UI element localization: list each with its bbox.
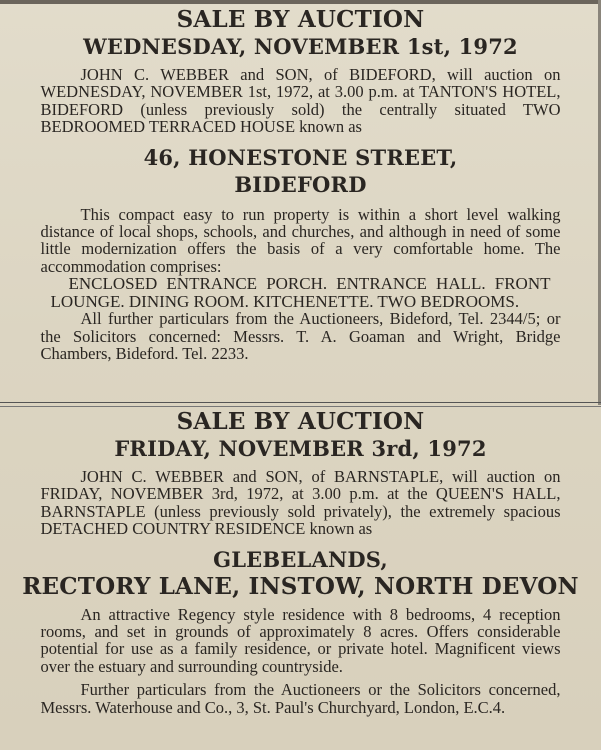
- property-town: BIDEFORD: [234, 171, 367, 197]
- property-description: An attractive Regency style residence with 8 bedrooms, 4 reception rooms, and set in grounds of approximately 8 acres. Offers considerable potential for use as a family residence, or private hotel. Magnificent views over the estuary and surrounding countryside.: [40, 604, 561, 676]
- auction-notice-bideford: [0, 6, 601, 363]
- sale-heading: SALE BY AUCTION: [176, 6, 425, 33]
- further-particulars: All further particulars from the Auctioneers, Bideford, Tel. 2344/5; or the Solicitors concerned: Messrs. T. A. Goaman and Wright, Bridge Chambers, Bideford. Tel. 2233.: [40, 309, 561, 364]
- auction-date: WEDNESDAY, NOVEMBER 1st, 1972: [83, 34, 518, 59]
- auction-date: FRIDAY, NOVEMBER 3rd, 1972: [114, 436, 487, 461]
- top-border: [0, 0, 601, 4]
- property-location: RECTORY LANE, INSTOW, NORTH DEVON: [22, 572, 579, 600]
- accommodation-list: ENCLOSED ENTRANCE PORCH. ENTRANCE HALL. FRONT LOUNGE. DINING ROOM. KITCHENETTE. TWO BEDROOMS.: [50, 274, 551, 311]
- sale-heading: SALE BY AUCTION: [176, 408, 425, 435]
- auction-notice-barnstaple: [0, 408, 601, 716]
- auction-intro: JOHN C. WEBBER and SON, of BIDEFORD, will auction on WEDNESDAY, NOVEMBER 1st, 1972, at 3.00 p.m. at TANTON'S HOTEL, BIDEFORD (unless previously sold) the centrally situated TWO BEDROOMED TERRACED HOUSE known as: [40, 65, 561, 137]
- property-description: This compact easy to run property is within a short level walking distance of local shops, schools, and churches, and although in need of some little modernization offers the basis of a very comfortable home. The accommodation comprises:: [40, 204, 561, 276]
- property-name: GLEBELANDS,: [213, 546, 388, 572]
- property-address: 46, HONESTONE STREET,: [143, 144, 458, 170]
- section-divider: [0, 402, 601, 407]
- further-particulars: Further particulars from the Auctioneers or the Solicitors concerned, Messrs. Waterhouse and Co., 3, St. Paul's Churchyard, London, E.C.4.: [40, 680, 561, 717]
- auction-intro: JOHN C. WEBBER and SON, of BARNSTAPLE, will auction on FRIDAY, NOVEMBER 3rd, 1972, at 3.00 p.m. at the QUEEN'S HALL, BARNSTAPLE (unless previously sold privately), the extremely spacious DETACHED COUNTRY RESIDENCE known as: [40, 467, 561, 539]
